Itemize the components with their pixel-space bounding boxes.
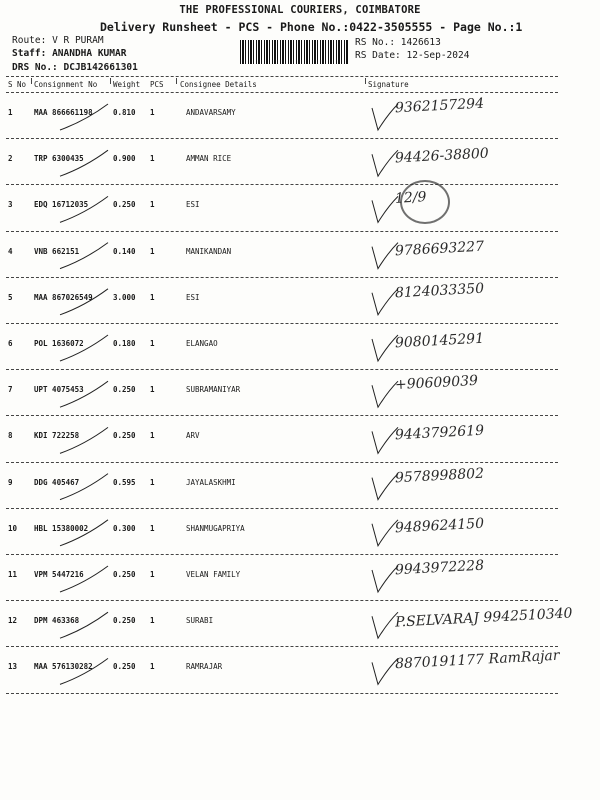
- pen-tick: [60, 243, 108, 269]
- row-pcs: 1: [150, 339, 155, 348]
- row-consignee: ESI: [186, 292, 200, 302]
- rs-no-value: 1426613: [400, 37, 441, 48]
- pen-tick: [60, 658, 108, 684]
- row-weight: 0.900: [113, 154, 136, 164]
- pen-tick: [60, 289, 108, 315]
- pen-tick: [60, 150, 108, 176]
- row-pcs: 1: [150, 292, 155, 302]
- route-value: V R PURAM: [52, 35, 104, 46]
- rs-date-label: RS Date:: [355, 50, 401, 61]
- row-consignment-no: VPM 5447216: [34, 570, 84, 579]
- row-consignment-no: VNB 662151: [34, 246, 80, 256]
- row-consignee: ANDAVARSAMY: [186, 108, 236, 117]
- rs-date-value: 12-Sep-2024: [406, 50, 470, 61]
- row-sno: 11: [8, 570, 18, 579]
- row-signature: +90609039: [394, 373, 479, 394]
- row-consignment-no: TRP 6300435: [34, 154, 84, 164]
- signature-tick: [372, 381, 398, 407]
- row-signature: 8870191177 RamRajar: [394, 648, 560, 673]
- row-consignment-no: UPT 4075453: [34, 385, 84, 395]
- row-consignment-no: MAA 867026549: [34, 292, 93, 302]
- row-pcs: 1: [150, 246, 155, 256]
- col-sno: S No: [8, 80, 27, 89]
- row-sno: 10: [8, 523, 18, 533]
- row-weight: 0.250: [113, 385, 136, 395]
- row-signature: 9362157294: [394, 95, 485, 117]
- col-weight: Weight: [113, 80, 141, 89]
- staff-value: ANANDHA KUMAR: [52, 48, 127, 59]
- row-sno: 12: [8, 616, 18, 626]
- row-pcs: 1: [150, 662, 155, 672]
- col-consignee: Consignee Details: [180, 80, 257, 89]
- row-weight: 0.250: [113, 431, 136, 441]
- row-sno: 3: [8, 200, 13, 210]
- row-signature: 9080145291: [394, 330, 485, 352]
- row-consignee: RAMRAJAR: [186, 662, 223, 672]
- row-weight: 0.300: [113, 523, 136, 533]
- row-signature: 9786693227: [394, 238, 485, 259]
- row-signature: 8124033350: [394, 280, 485, 302]
- row-signature: 9578998802: [394, 465, 485, 486]
- row-consignee: ESI: [186, 200, 200, 210]
- pen-tick: [60, 612, 108, 638]
- row-consignee: ELANGAO: [186, 339, 218, 348]
- signature-tick: [372, 335, 398, 361]
- row-pcs: 1: [150, 200, 155, 210]
- row-pcs: 1: [150, 570, 155, 579]
- pen-tick: [60, 474, 108, 500]
- row-weight: 0.180: [113, 339, 136, 348]
- row-consignment-no: POL 1636072: [34, 339, 84, 348]
- row-weight: 0.595: [113, 477, 136, 487]
- row-sno: 2: [8, 154, 13, 164]
- row-consignment-no: MAA 866661198: [34, 108, 93, 117]
- rs-no-label: RS No.:: [355, 37, 396, 48]
- row-weight: 0.250: [113, 662, 136, 672]
- runsheet-subtitle: Delivery Runsheet - PCS - Phone No.:0422-3505555 - Page No.:1: [100, 20, 523, 34]
- row-pcs: 1: [150, 154, 155, 164]
- row-signature: 9443792619: [394, 423, 485, 444]
- signature-tick: [372, 427, 398, 453]
- drs-value: DCJB142661301: [63, 62, 138, 73]
- row-sno: 13: [8, 662, 18, 672]
- signature-tick: [372, 566, 398, 592]
- row-consignment-no: DDG 405467: [34, 477, 80, 487]
- row-consignment-no: EDQ 16712035: [34, 200, 89, 210]
- row-sno: 8: [8, 431, 13, 441]
- col-consignment: Consignment No: [34, 80, 98, 89]
- row-signature: 94426-38800: [394, 145, 490, 167]
- row-weight: 0.250: [113, 200, 136, 210]
- signature-tick: [372, 612, 398, 638]
- row-sno: 9: [8, 477, 13, 487]
- row-weight: 3.000: [113, 292, 136, 302]
- row-consignee: AMMAN RICE: [186, 154, 232, 164]
- row-weight: 0.250: [113, 616, 136, 626]
- row-pcs: 1: [150, 431, 155, 441]
- row-pcs: 1: [150, 108, 155, 117]
- row-pcs: 1: [150, 523, 155, 533]
- signature-tick: [372, 196, 398, 222]
- company-title: THE PROFESSIONAL COURIERS, COIMBATORE: [179, 4, 421, 16]
- signature-tick: [372, 243, 398, 269]
- pen-tick: [60, 566, 108, 592]
- row-pcs: 1: [150, 477, 155, 487]
- row-consignment-no: KDI 722258: [34, 431, 80, 441]
- row-weight: 0.250: [113, 570, 136, 579]
- signature-tick: [372, 658, 398, 684]
- signature-tick: [372, 520, 398, 546]
- row-sno: 6: [8, 339, 13, 348]
- esi-stamp: [400, 180, 450, 224]
- pen-tick: [60, 427, 108, 453]
- row-consignee: SURABI: [186, 616, 214, 626]
- col-signature: Signature: [368, 80, 409, 89]
- row-weight: 0.140: [113, 246, 136, 256]
- row-consignment-no: DPM 463368: [34, 616, 80, 626]
- pen-tick: [60, 104, 108, 130]
- row-consignee: VELAN FAMILY: [186, 570, 241, 579]
- col-pcs: PCS: [150, 80, 164, 89]
- row-sno: 7: [8, 385, 13, 395]
- row-pcs: 1: [150, 616, 155, 626]
- signature-tick: [372, 289, 398, 315]
- row-signature: 9943972228: [394, 557, 485, 579]
- row-signature: 12/9: [394, 189, 427, 208]
- row-consignee: SHANMUGAPRIYA: [186, 523, 245, 533]
- row-weight: 0.810: [113, 108, 136, 117]
- row-consignee: MANIKANDAN: [186, 246, 232, 256]
- pen-tick: [60, 196, 108, 222]
- staff-label: Staff:: [12, 48, 47, 59]
- pen-tick: [60, 520, 108, 546]
- row-consignee: ARV: [186, 431, 200, 441]
- signature-tick: [372, 150, 398, 176]
- row-consignment-no: HBL 15380002: [34, 523, 89, 533]
- signature-tick: [372, 104, 398, 130]
- pen-tick: [60, 335, 108, 361]
- route-label: Route:: [12, 35, 47, 46]
- row-signature: P.SELVARAJ 9942510340: [394, 605, 573, 631]
- row-consignee: JAYALASKHMI: [186, 477, 236, 487]
- row-sno: 4: [8, 246, 13, 256]
- row-consignee: SUBRAMANIYAR: [186, 385, 241, 395]
- row-signature: 9489624150: [394, 515, 485, 537]
- row-pcs: 1: [150, 385, 155, 395]
- drs-label: DRS No.:: [12, 62, 58, 73]
- signature-tick: [372, 474, 398, 500]
- row-consignment-no: MAA 576130282: [34, 662, 93, 672]
- row-sno: 1: [8, 108, 13, 117]
- pen-tick: [60, 381, 108, 407]
- row-sno: 5: [8, 292, 13, 302]
